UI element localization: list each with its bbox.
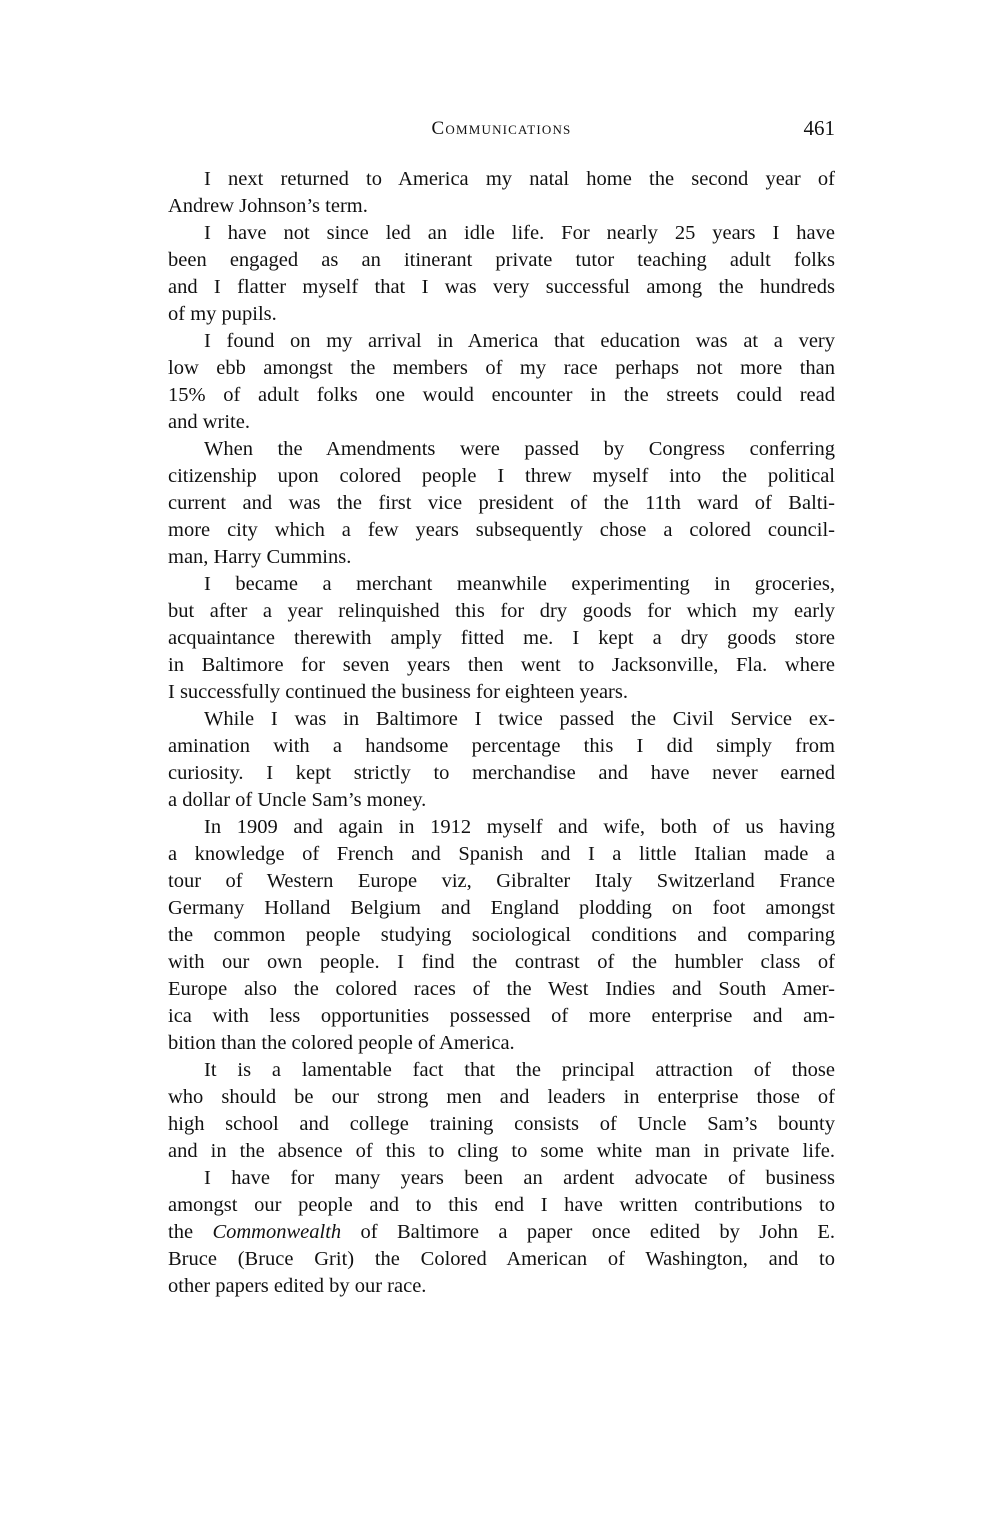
body-text [168, 166, 835, 1300]
text-line: Bruce (Bruce Grit) the Colored American of Washington, and to [168, 1248, 835, 1270]
text-line: amongst our people and to this end I have written contributions to [168, 1194, 835, 1216]
text-line: 15% of adult folks one would encounter in the streets could read [168, 384, 835, 406]
running-title: Communications [431, 118, 572, 139]
text-line: other papers edited by our race. [168, 1275, 427, 1297]
text-line: I have not since led an idle life. For nearly 25 years I have [204, 222, 835, 244]
paragraph [168, 166, 835, 220]
text-line: citizenship upon colored people I threw myself into the political [168, 465, 835, 487]
text-line: acquaintance therewith amply fitted me. I kept a dry goods store [168, 627, 835, 649]
text-run: of Baltimore a paper once edited by John E. [341, 1221, 835, 1243]
text-line: I found on my arrival in America that education was at a very [204, 330, 835, 352]
text-run: the [168, 1221, 213, 1243]
paragraph [168, 220, 835, 328]
text-line: been engaged as an itinerant private tutor teaching adult folks [168, 249, 835, 271]
text-line: amination with a handsome percentage this I did simply from [168, 735, 835, 757]
text-line: of my pupils. [168, 303, 277, 325]
text-line: I next returned to America my natal home the second year of [204, 168, 835, 190]
text-line: I became a merchant meanwhile experimenting in groceries, [204, 573, 835, 595]
text-line: Andrew Johnson’s term. [168, 195, 368, 217]
text-line: It is a lamentable fact that the principal attraction of those [204, 1059, 835, 1081]
text-line: When the Amendments were passed by Congress conferring [204, 438, 835, 460]
text-line: I successfully continued the business for eighteen years. [168, 681, 628, 703]
text-line: and write. [168, 411, 250, 433]
running-head [168, 116, 835, 144]
text-line: in Baltimore for seven years then went to Jacksonville, Fla. where [168, 654, 835, 676]
text-line: ica with less opportunities possessed of more enterprise and am- [168, 1005, 835, 1027]
text-line: Europe also the colored races of the West Indies and South Amer- [168, 978, 835, 1000]
text-line: with our own people. I find the contrast of the humbler class of [168, 951, 835, 973]
publication-title: Commonwealth [212, 1221, 342, 1243]
paragraph [168, 328, 835, 436]
text-line: and in the absence of this to cling to some white man in private life. [168, 1140, 835, 1162]
paragraph [168, 706, 835, 814]
text-line: Germany Holland Belgium and England plodding on foot amongst [168, 897, 835, 919]
text-line: curiosity. I kept strictly to merchandise and have never earned [168, 762, 835, 784]
paragraph [168, 571, 835, 706]
text-line: and I flatter myself that I was very successful among the hundreds [168, 276, 835, 298]
text-line: a knowledge of French and Spanish and I a little Italian made a [168, 843, 835, 865]
paragraph [168, 436, 835, 571]
paragraph [168, 814, 835, 1057]
text-line: In 1909 and again in 1912 myself and wife, both of us having [204, 816, 835, 838]
text-line: a dollar of Uncle Sam’s money. [168, 789, 427, 811]
page-number: 461 [803, 116, 835, 140]
text-line: While I was in Baltimore I twice passed the Civil Service ex- [204, 708, 835, 730]
text-line: I have for many years been an ardent advocate of business [204, 1167, 835, 1189]
text-line: bition than the colored people of America. [168, 1032, 515, 1054]
text-line [168, 1219, 835, 1246]
text-line: high school and college training consists of Uncle Sam’s bounty [168, 1113, 835, 1135]
text-line: who should be our strong men and leaders in enterprise those of [168, 1086, 835, 1108]
paragraph [168, 1165, 835, 1300]
paragraph [168, 1057, 835, 1165]
text-line: tour of Western Europe viz, Gibralter Italy Switzerland France [168, 870, 835, 892]
text-line: but after a year relinquished this for dry goods for which my early [168, 600, 835, 622]
text-line: more city which a few years subsequently chose a colored council- [168, 519, 835, 541]
text-line: man, Harry Cummins. [168, 546, 352, 568]
text-line: the common people studying sociological conditions and comparing [168, 924, 835, 946]
text-line: current and was the first vice president of the 11th ward of Balti- [168, 492, 835, 514]
text-line: low ebb amongst the members of my race perhaps not more than [168, 357, 835, 379]
